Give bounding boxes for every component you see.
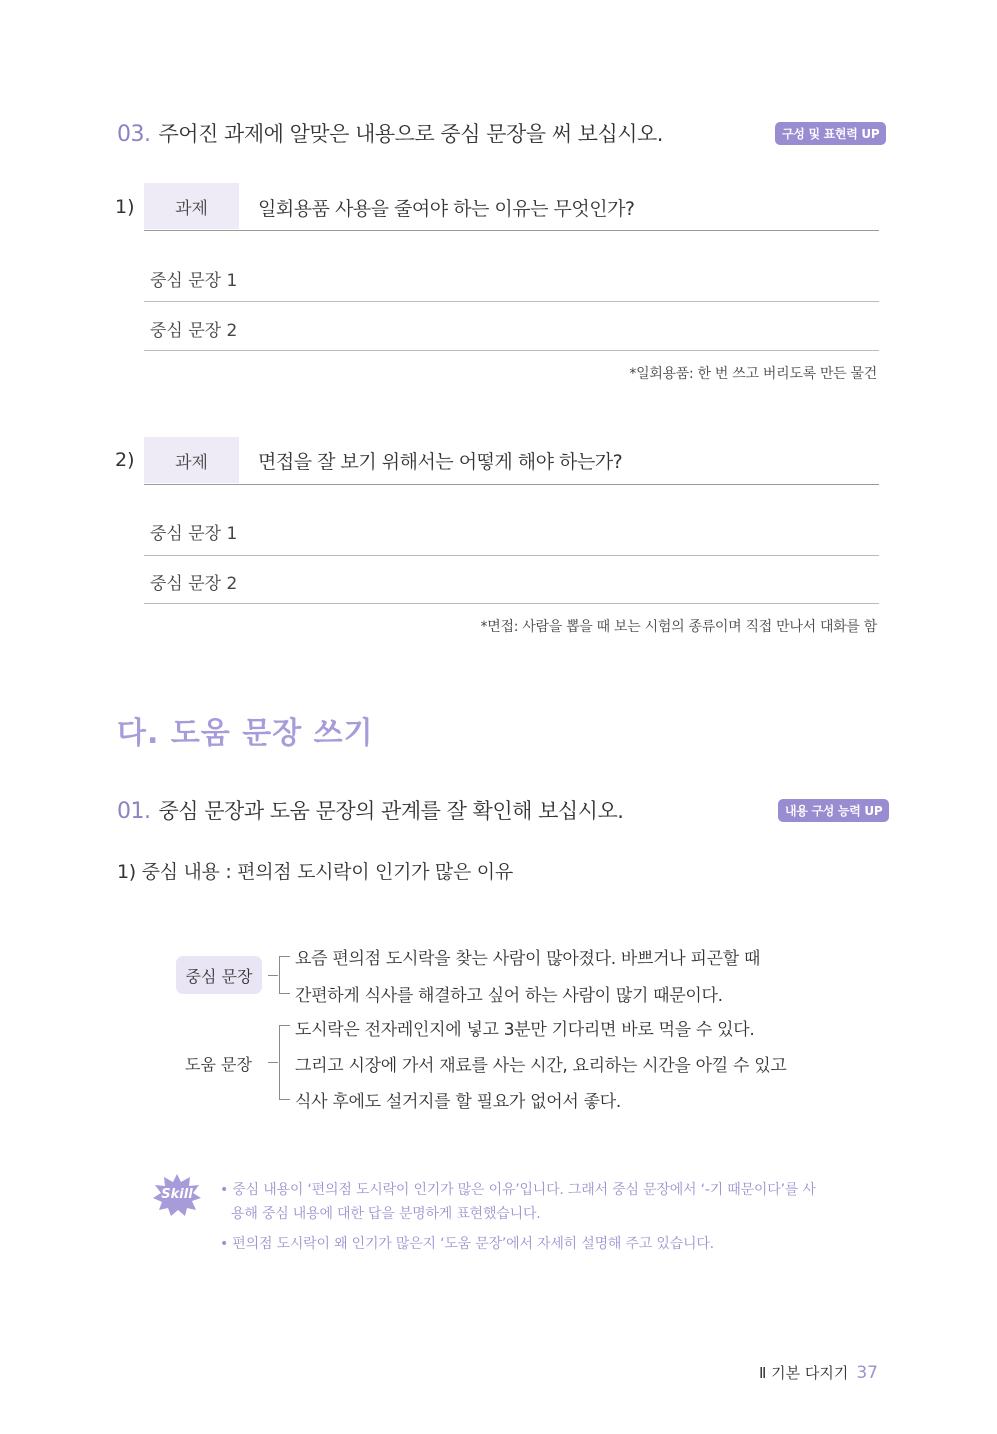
- answer-line[interactable]: [144, 555, 879, 556]
- chapter-label: Ⅱ 기본 다지기: [758, 1364, 849, 1382]
- skill-note-line: • 중심 내용이 ‘편의점 도시락이 인기가 많은 이유’입니다. 그래서 중심 문장에서 ‘-기 때문이다’를 사: [220, 1182, 816, 1198]
- answer-row-label: 중심 문장 1: [150, 271, 238, 291]
- item-number: 2): [115, 449, 135, 471]
- task-text: 일회용품 사용을 줄여야 하는 이유는 무엇인가?: [258, 198, 635, 220]
- skill-note-line: • 편의점 도시락이 왜 인기가 많은지 ‘도움 문장’에서 자세히 설명해 주고 있습니다.: [220, 1236, 714, 1252]
- page-footer: [759, 1362, 878, 1383]
- main-sentence-line: 간편하게 식사를 해결하고 싶어 하는 사람이 많기 때문이다.: [295, 986, 723, 1006]
- question-03-heading: [117, 118, 663, 148]
- bracket: [279, 1025, 290, 1100]
- question-number: 03.: [117, 122, 151, 147]
- support-sentence-line: 도시락은 전자레인지에 넣고 3분만 기다리면 바로 먹을 수 있다.: [295, 1020, 755, 1040]
- question-01-heading: [117, 795, 623, 825]
- main-sentence-label: 중심 문장: [176, 956, 262, 994]
- task-text: 면접을 잘 보기 위해서는 어떻게 해야 하는가?: [258, 451, 623, 473]
- question-title: 중심 문장과 도움 문장의 관계를 잘 확인해 보십시오.: [158, 799, 624, 823]
- support-sentence-line: 식사 후에도 설거지를 할 필요가 없어서 좋다.: [295, 1092, 621, 1112]
- footnote: *면접: 사람을 뽑을 때 보는 시험의 종류이며 직접 만나서 대화를 함: [480, 619, 877, 635]
- question-title: 주어진 과제에 알맞은 내용으로 중심 문장을 써 보십시오.: [158, 122, 663, 146]
- item-number: 1): [115, 196, 135, 218]
- section-title: 다. 도움 문장 쓰기: [117, 716, 374, 751]
- question-number: 01.: [117, 799, 151, 824]
- sub-heading: 1) 중심 내용 : 편의점 도시락이 인기가 많은 이유: [117, 861, 513, 883]
- task-label: 과제: [144, 437, 239, 483]
- skill-icon: [152, 1173, 202, 1217]
- answer-row-label: 중심 문장 2: [150, 574, 238, 594]
- skill-note-line: 용해 중심 내용에 대한 답을 분명하게 표현했습니다.: [231, 1206, 541, 1222]
- divider: [144, 484, 879, 485]
- page-number: 37: [856, 1363, 878, 1383]
- support-sentence-line: 그리고 시장에 가서 재료를 사는 시간, 요리하는 시간을 아낄 수 있고: [295, 1056, 787, 1076]
- answer-line[interactable]: [144, 350, 879, 351]
- answer-line[interactable]: [144, 603, 879, 604]
- bracket-tick: [268, 1062, 278, 1063]
- main-sentence-line: 요즘 편의점 도시락을 찾는 사람이 많아졌다. 바쁘거나 피곤할 때: [295, 949, 761, 969]
- skill-icon-label: Skill: [161, 1187, 193, 1202]
- support-sentence-label: 도움 문장: [185, 1055, 252, 1074]
- answer-row-label: 중심 문장 1: [150, 524, 238, 544]
- bracket-tick: [268, 975, 278, 976]
- footnote: *일회용품: 한 번 쓰고 버리도록 만든 물건: [629, 366, 877, 382]
- skill-badge: 내용 구성 능력 UP: [778, 799, 889, 822]
- answer-line[interactable]: [144, 301, 879, 302]
- answer-row-label: 중심 문장 2: [150, 321, 238, 341]
- skill-badge: 구성 및 표현력 UP: [775, 122, 886, 145]
- bracket: [279, 956, 290, 994]
- divider: [144, 230, 879, 231]
- task-label: 과제: [144, 183, 239, 229]
